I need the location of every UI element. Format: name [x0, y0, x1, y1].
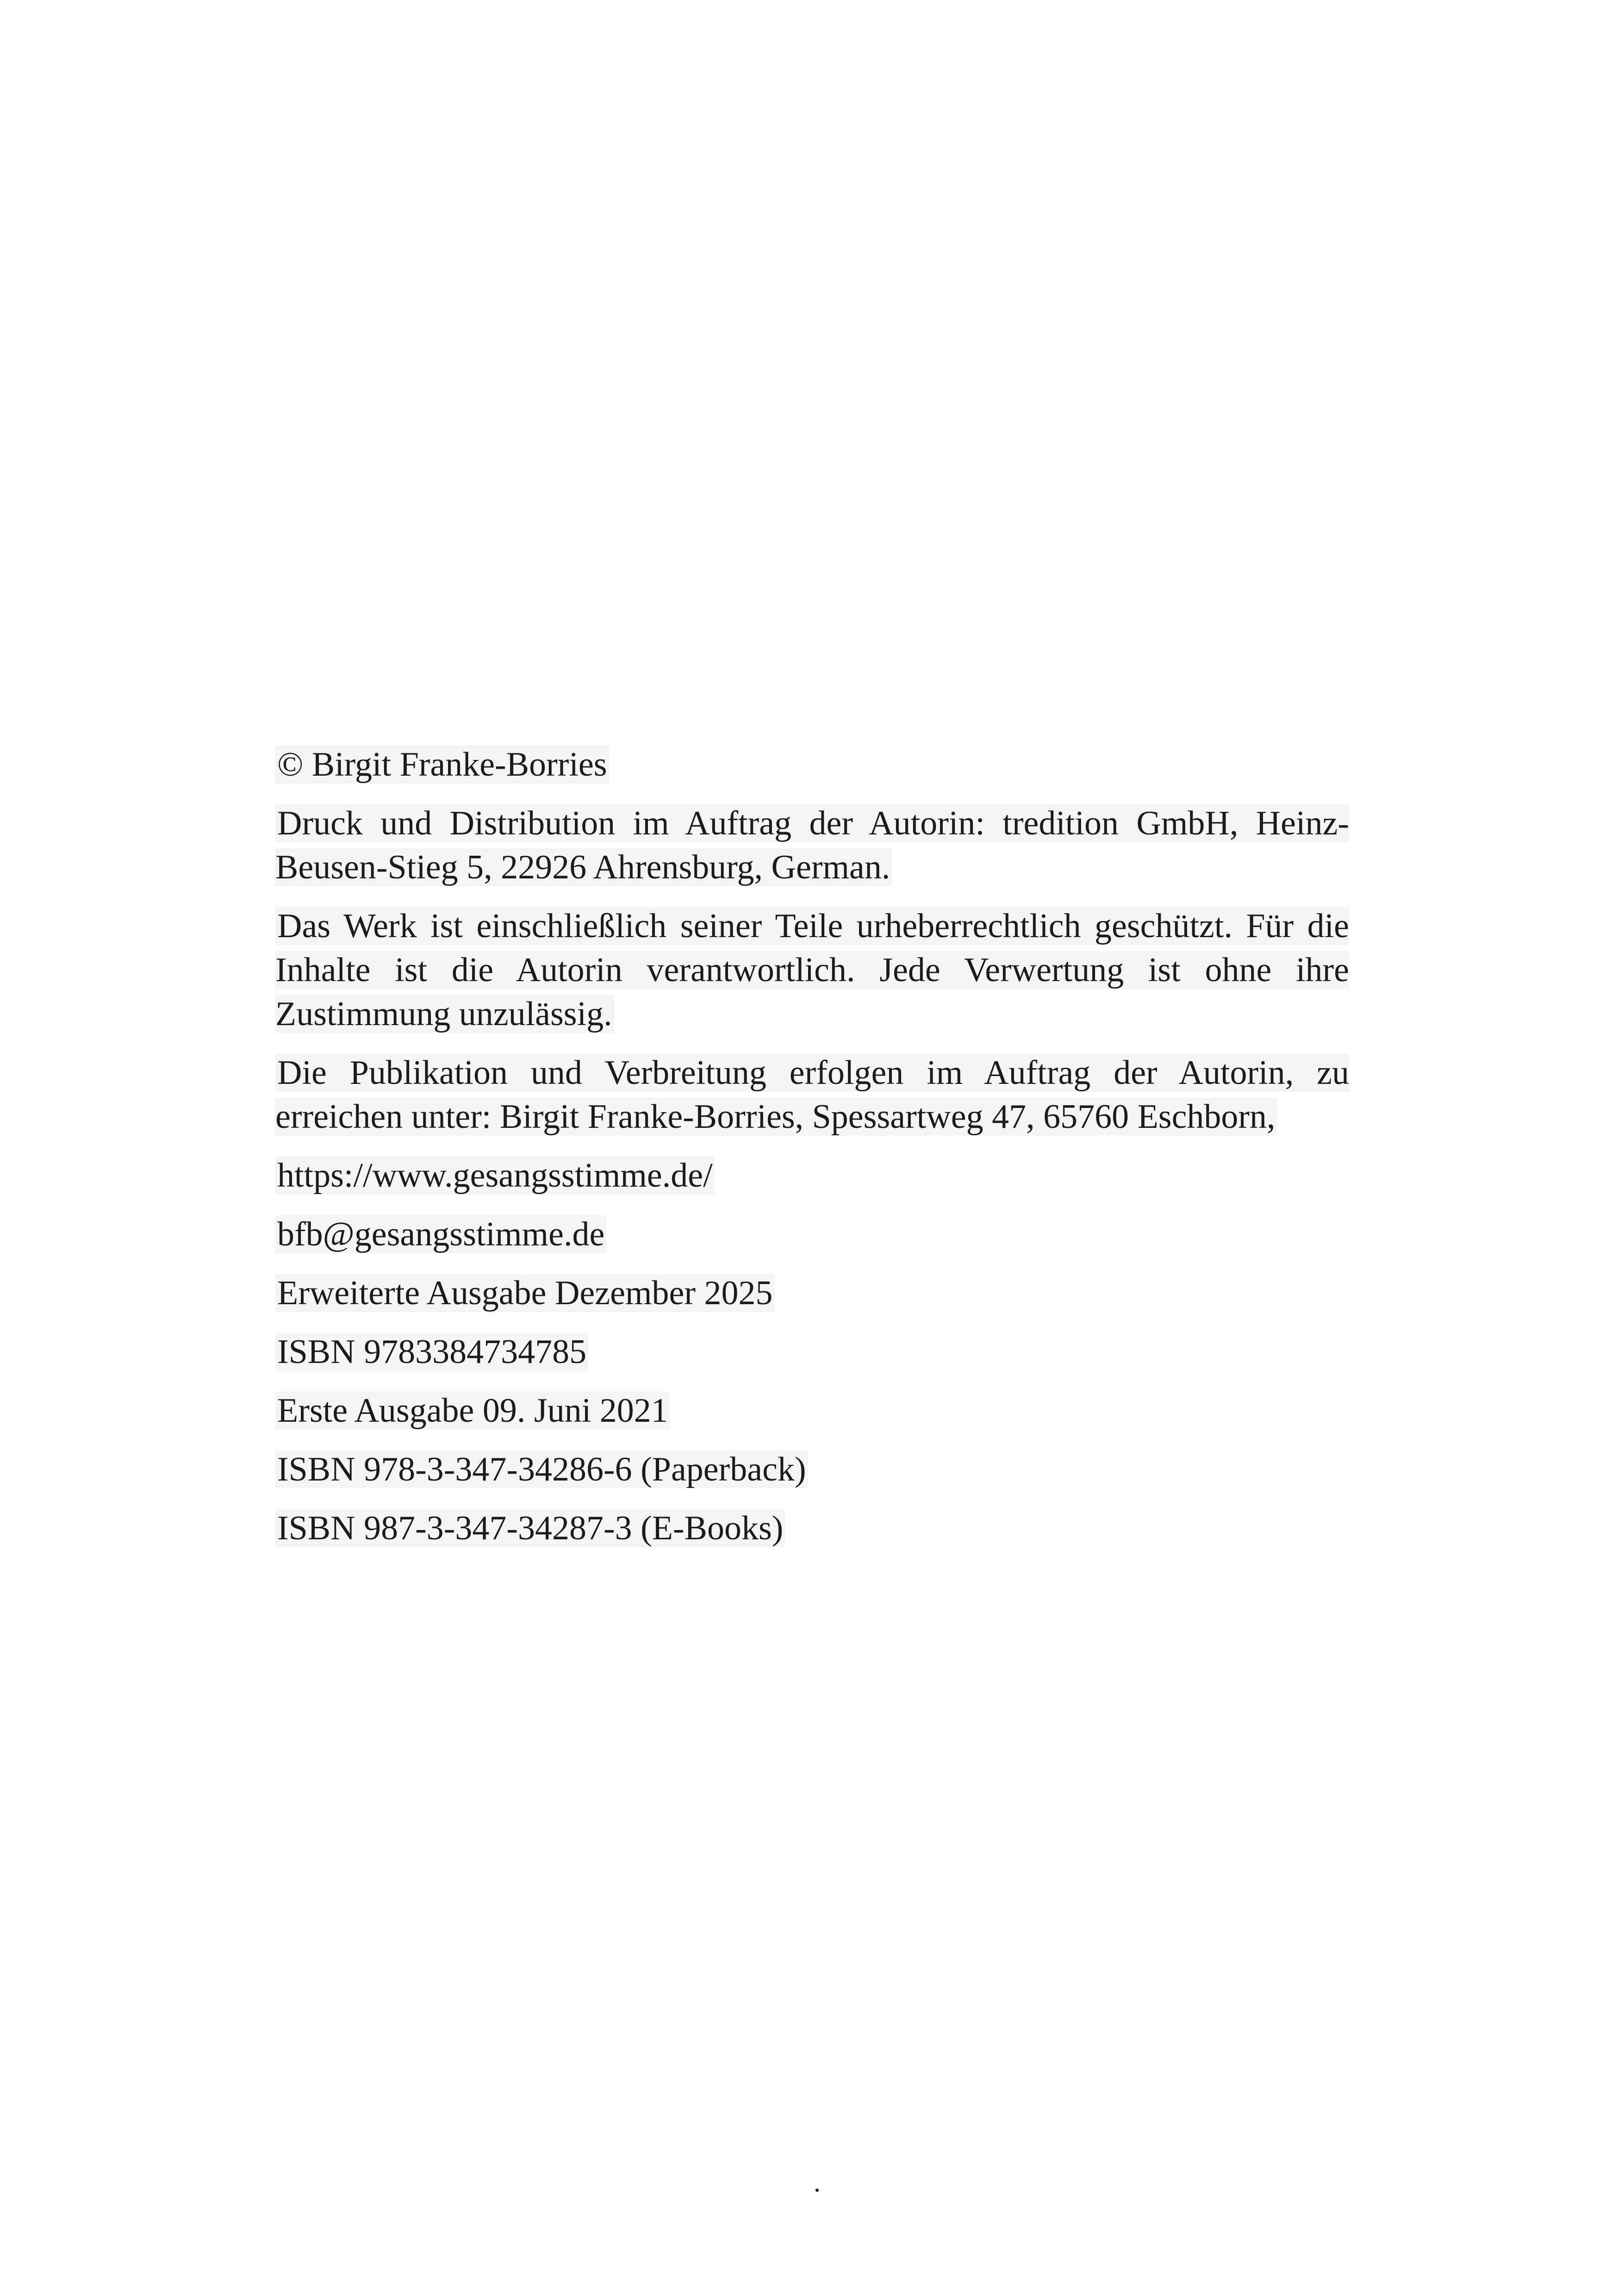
copyright-notice: © Birgit Franke-Borries [275, 743, 1349, 787]
website-link[interactable]: https://www.gesangsstimme.de/ [275, 1154, 1349, 1198]
publication-notice: Die Publikation und Verbreitung erfolgen im Auftrag der Autorin, zu erreichen unter: Birgit Franke-Borries, Spessartweg 47, 65760 Eschborn, [275, 1054, 1349, 1136]
page-mark: . [814, 2167, 821, 2197]
isbn-ebook: ISBN 987-3-347-34287-3 (E-Books) [275, 1506, 1349, 1550]
rights-notice: Das Werk ist einschließlich seiner Teile urheberrechtlich geschützt. Für die Inhalte ist die Autorin verantwortlich. Jede Verwertung ist ohne ihre Zustimmung unzulässig. [275, 907, 1349, 1033]
isbn-extended: ISBN 9783384734785 [275, 1330, 1349, 1374]
imprint-block [275, 743, 1349, 1565]
isbn-paperback: ISBN 978-3-347-34286-6 (Paperback) [275, 1448, 1349, 1492]
edition-first: Erste Ausgabe 09. Juni 2021 [275, 1389, 1349, 1433]
edition-extended: Erweiterte Ausgabe Dezember 2025 [275, 1271, 1349, 1315]
printing-notice: Druck und Distribution im Auftrag der Autorin: tredition GmbH, Heinz-Beusen-Stieg 5, 22926 Ahrensburg, German. [275, 804, 1349, 886]
email-link[interactable]: bfb@gesangsstimme.de [275, 1213, 1349, 1257]
